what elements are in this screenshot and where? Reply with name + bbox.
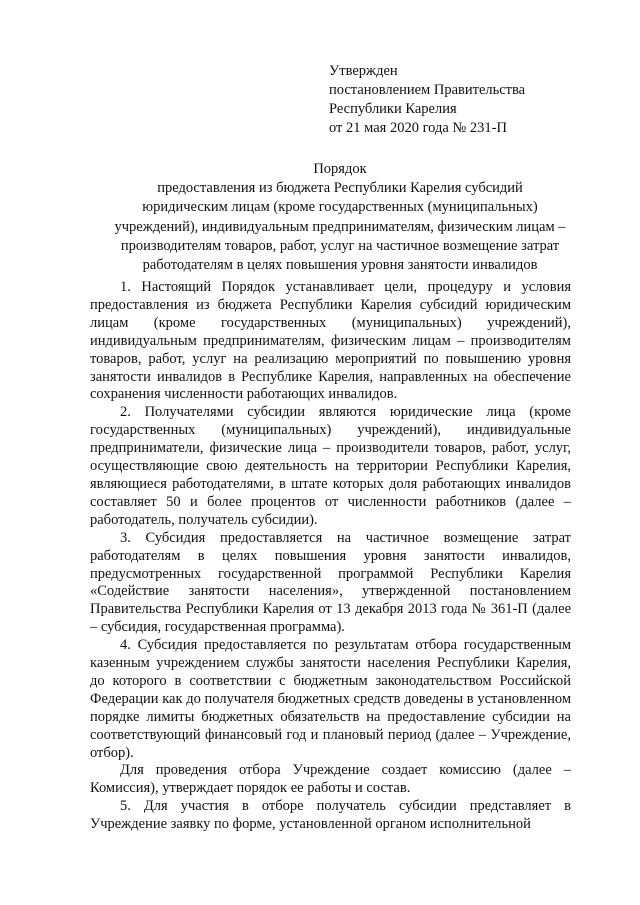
title-line: учреждений), индивидуальным предпринимателям, физическим лицам – (114, 218, 566, 235)
title-heading: Порядок (313, 161, 367, 177)
paragraph-3: 3. Субсидия предоставляется на частичное возмещение затрат работодателям в целях повышения уровня занятости инвалидов, предусмотренных государственной программой Республики Карелия «Содействие занятости населения», утвержденной постановлением Правительства Республики Карелия от 13 декабря 2013 года № 361-П (далее – субсидия, государственная программа). (90, 529, 571, 636)
paragraph-4: 4. Субсидия предоставляется по результатам отбора государственным казенным учреждением службы занятости населения Республики Карелия, до которого в соответствии с бюджетным законодательством Российской Федерации как до получателя бюджетных средств доведены в установленном порядке лимиты бюджетных обязательств на предоставление субсидии на соответствующий финансовый год и плановый период (далее – Учреждение, отбор). (90, 637, 571, 761)
approval-line-date: от 21 мая 2020 года № 231-П (329, 120, 507, 136)
paragraph-2: 2. Получателями субсидии являются юридические лица (кроме государственных (муниципальных) учреждений), индивидуальные предприниматели, физические лица – производители товаров, работ, услуг, осуществляющие свою деятельность на территории Республики Карелия, являющиеся работодателями, в штате которых доля работающих инвалидов составляет 50 и более процентов от численности работников (далее – работодатель, получатель субсидии). (90, 404, 571, 528)
document-body (90, 279, 571, 834)
title-line: работодателям в целях повышения уровня занятости инвалидов (142, 257, 538, 274)
paragraph-5: 5. Для участия в отборе получатель субсидии представляет в Учреждение заявку по форме, установленной органом исполнительной (90, 798, 571, 833)
approval-stamp (329, 62, 609, 138)
paragraph-4-commission: Для проведения отбора Учреждение создает комиссию (далее – Комиссия), утверждает порядок ее работы и состав. (90, 762, 571, 797)
document-title (70, 160, 610, 275)
paragraph-1: 1. Настоящий Порядок устанавливает цели, процедуру и условия предоставления из бюджета Республики Карелия субсидий юридическим лицам (кроме государственных (муниципальных) учреждений), индивидуальным предпринимателям, физическим лицам – производителям товаров, работ, услуг на реализацию мероприятий по повышению уровня занятости инвалидов в Республике Карелия, направленных на обеспечение сохранения численности работающих инвалидов. (90, 279, 571, 403)
approval-line-republic: Республики Карелия (329, 101, 457, 117)
approval-line-resolution: постановлением Правительства (329, 82, 526, 98)
approval-line-approved: Утвержден (329, 63, 398, 79)
title-line: предоставления из бюджета Республики Карелия субсидий (157, 180, 523, 197)
title-line: производителям товаров, работ, услуг на частичное возмещение затрат (120, 237, 560, 254)
title-line: юридическим лицам (кроме государственных (муниципальных) (142, 199, 538, 216)
